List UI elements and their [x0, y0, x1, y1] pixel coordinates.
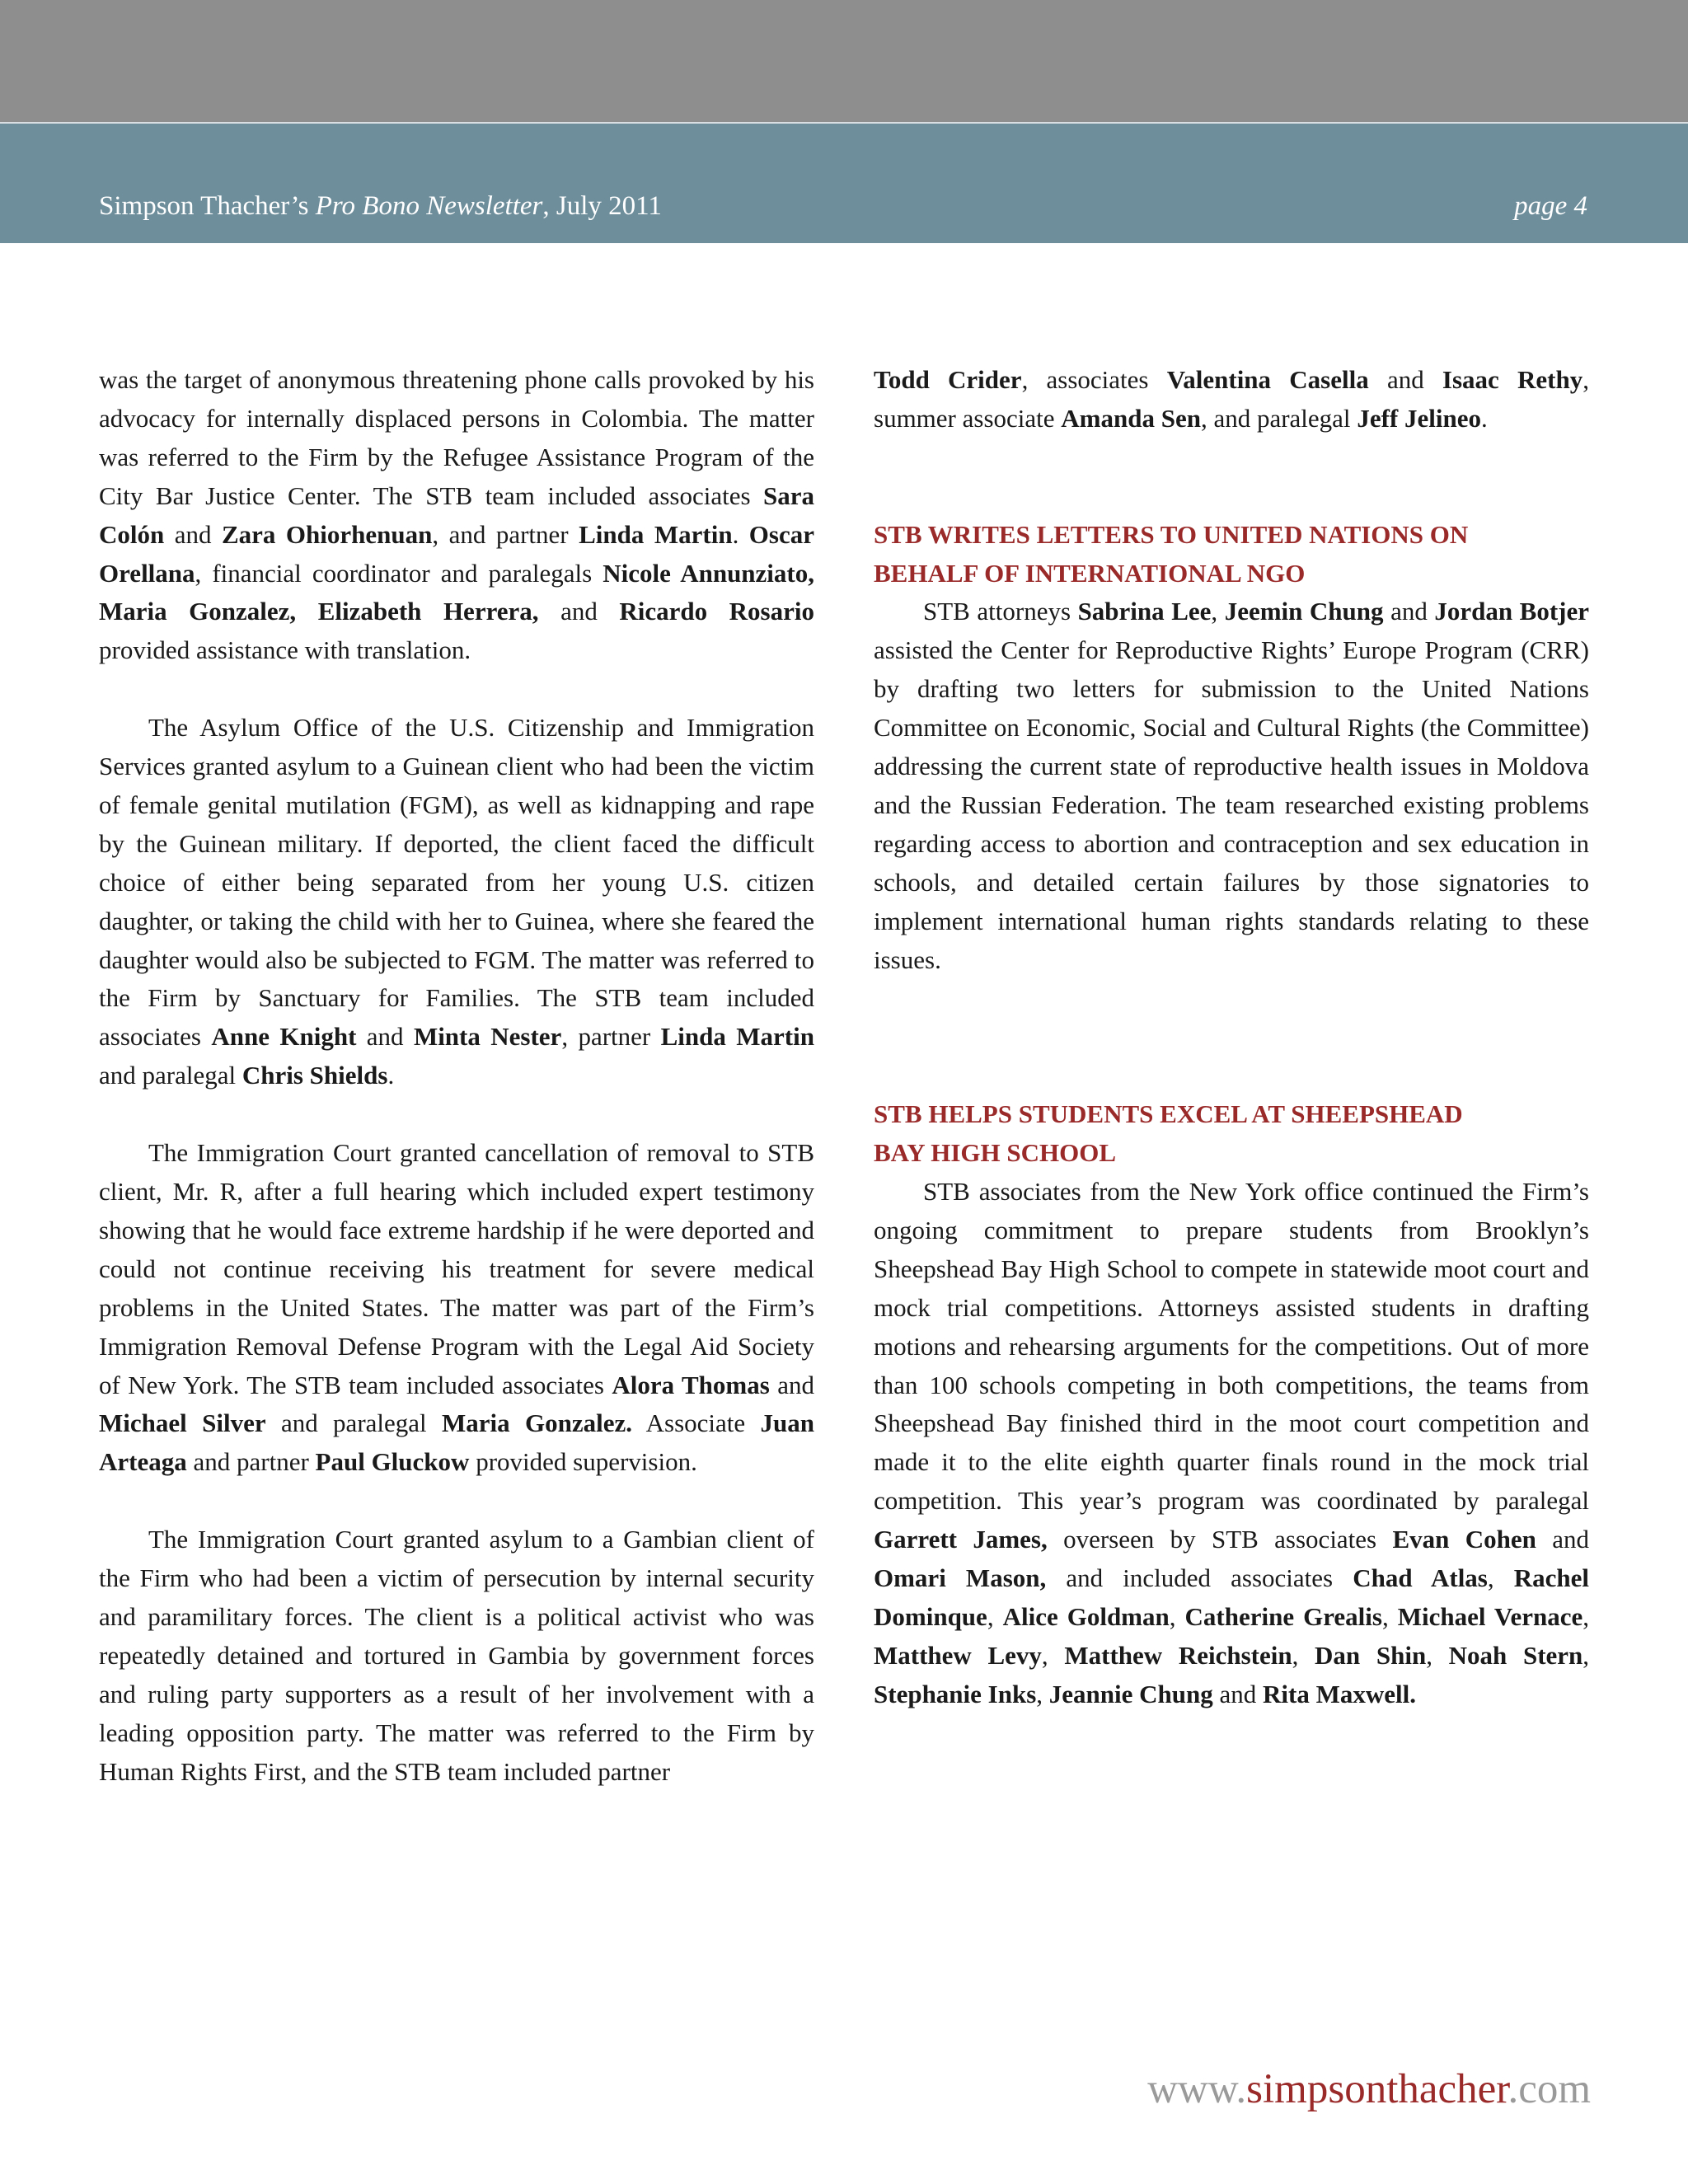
text-run: , partner	[561, 1022, 661, 1052]
name-run: Paul Gluckow	[315, 1447, 470, 1477]
text-run: ,	[1292, 1640, 1315, 1670]
text-run: , and paralegal	[1200, 403, 1357, 433]
text-run: was the target of anonymous threatening phone calls provoked by his advocacy for internally displaced persons in Colombia. The matter was referred to the Firm by the Refugee Assistance Program of the City Bar Justice Center. The STB team included associates	[99, 365, 814, 510]
name-run: Todd Crider	[874, 365, 1022, 394]
name-run: Jeemin Chung	[1224, 597, 1384, 626]
text-run: .	[732, 519, 749, 549]
text-run: , and partner	[432, 519, 579, 549]
section-spacer	[874, 438, 1589, 516]
name-run: Linda Martin	[660, 1022, 814, 1052]
paragraph-continuation	[874, 361, 1589, 438]
text-run: ,	[1487, 1563, 1514, 1593]
name-run: Matthew Reichstein	[1064, 1640, 1292, 1670]
text-run: STB associates from the New York office continued the Firm’s ongoing commitment to prepare students from Brooklyn’s Sheepshead Bay High School to compete in statewide moot court and mock trial competitions. Attorneys assisted students in drafting motions and rehearsing arguments for the competitions. Out of more than 100 schools competing in both competitions, the teams from Sheepshead Bay finished third in the moot court competition and made it to the elite eighth quarter finals round in the mock trial competition. This year’s program was coordinated by paralegal	[874, 1176, 1589, 1516]
text-run: .	[387, 1061, 395, 1090]
name-run: Anne Knight	[211, 1022, 357, 1052]
name-run: Stephanie Inks	[874, 1679, 1037, 1708]
name-run: Alora Thomas	[612, 1370, 770, 1399]
text-run: The Asylum Office of the U.S. Citizenship and Immigration Services granted asylum to a Guinean client who had been the victim of female genital mutilation (FGM), as well as kidnapping and rape by the Guinean military. If deported, the client faced the difficult choice of either being separated from her young U.S. citizen daughter, or taking the child with her to Guinea, where she feared the daughter would also be subjected to FGM. The matter was referred to the Firm by Sanctuary for Families. The STB team included associates	[99, 713, 814, 1052]
name-run: Nicole Annunziato, Maria Gonzalez, Elizabeth Herrera,	[99, 558, 814, 626]
name-run: Evan Cohen	[1392, 1525, 1536, 1554]
text-run: provided assistance with translation.	[99, 635, 471, 665]
text-run: and	[1383, 597, 1435, 626]
name-run: Catherine Grealis	[1184, 1601, 1382, 1631]
name-run: Maria Gonzalez.	[442, 1408, 632, 1438]
text-run: , financial coordinator and paralegals	[195, 558, 603, 588]
text-run: and paralegal	[265, 1408, 442, 1438]
text-run: assisted the Center for Reproductive Rights’ Europe Program (CRR) by drafting two letters for submission to the United Nations Committee on Economic, Social and Cultural Rights (the Committee) addressing the current state of reproductive health issues in Moldova and the Russian Federation. The team researched existing problems regarding access to abortion and contraception and sex education in schools, and detailed certain failures by those signatories to implement international human rights standards relating to these issues.	[874, 635, 1589, 974]
name-run: Michael Vernace	[1397, 1601, 1583, 1631]
name-run: Sara Colón	[99, 480, 814, 549]
name-run: Minta Nester	[413, 1022, 562, 1052]
name-run: Rachel Dominque	[874, 1563, 1590, 1631]
text-run: and	[1212, 1679, 1264, 1708]
name-run: Michael Silver	[99, 1408, 266, 1438]
text-run: ,	[1169, 1601, 1185, 1631]
name-run: Rita Maxwell.	[1263, 1679, 1416, 1708]
text-run: ,	[1582, 1640, 1590, 1670]
name-run: Isaac Rethy	[1442, 365, 1583, 394]
website-link[interactable]	[1147, 2064, 1591, 2114]
url-domain: simpsonthacher	[1246, 2066, 1508, 2112]
url-prefix: www.	[1147, 2066, 1247, 2112]
text-run: ,	[1582, 1601, 1589, 1631]
name-run: Zara Ohiorhenuan	[221, 519, 433, 549]
text-run: ,	[1211, 597, 1225, 626]
newsletter-header	[0, 124, 1688, 243]
text-run: and	[538, 597, 620, 626]
text-run: and	[1536, 1525, 1590, 1554]
text-run: STB attorneys	[923, 597, 1078, 626]
text-run: and partner	[186, 1447, 316, 1477]
text-run: .	[1480, 403, 1488, 433]
section-title-sheepshead-bay	[874, 1095, 1589, 1173]
name-run: Sabrina Lee	[1077, 597, 1212, 626]
text-run: Associate	[631, 1408, 761, 1438]
section-spacer	[874, 1057, 1589, 1095]
url-suffix: .com	[1507, 2066, 1591, 2112]
paragraph-gambian-client: The Immigration Court granted asylum to a Gambian client of the Firm who had been a victim of persecution by internal security and paramilitary forces. The client is a political activist who was repeatedly detained and tortured in Gambia by government forces and ruling party supporters as a result of her involvement with a leading opposition party. The matter was referred to the Firm by Human Rights First, and the STB team included partner	[99, 1525, 814, 1786]
text-run: and	[769, 1370, 814, 1399]
name-run: Alice Goldman	[1002, 1601, 1170, 1631]
text-run: and	[164, 519, 222, 549]
text-run: and	[356, 1022, 414, 1052]
name-run: Garrett James,	[874, 1525, 1048, 1554]
text-run: ,	[1381, 1601, 1398, 1631]
text-run: and paralegal	[99, 1061, 242, 1090]
section-title-united-nations	[874, 516, 1589, 593]
name-run: Noah Stern	[1448, 1640, 1583, 1670]
section-title-line: BEHALF OF INTERNATIONAL NGO	[874, 558, 1306, 588]
newsletter-title	[99, 190, 662, 223]
text-run: The Immigration Court granted cancellation of removal to STB client, Mr. R, after a full hearing which included expert testimony showing that he would face extreme hardship if he were deported and could not continue receiving his treatment for severe medical problems in the United States. The matter was part of the Firm’s Immigration Removal Defense Program with the Legal Aid Society of New York. The STB team included associates	[99, 1138, 814, 1399]
page-number: page 4	[1514, 191, 1587, 221]
text-run: overseen by STB associates	[1047, 1525, 1393, 1554]
firm-prefix: Simpson Thacher’s	[99, 191, 316, 221]
text-run: ,	[1036, 1679, 1049, 1708]
paragraph-colombia-client	[99, 361, 814, 670]
name-run: Valentina Casella	[1166, 365, 1369, 394]
name-run: Jordan Botjer	[1434, 597, 1589, 626]
section-title-line: STB WRITES LETTERS TO UNITED NATIONS ON	[874, 519, 1469, 549]
name-run: Matthew Levy	[874, 1640, 1042, 1670]
paragraph-mr-r-cancellation	[99, 1134, 814, 1482]
name-run: Jeff Jelineo	[1357, 403, 1481, 433]
name-run: Ricardo Rosario	[619, 597, 814, 626]
name-run: Omari Mason,	[874, 1563, 1047, 1593]
section-title-line: STB HELPS STUDENTS EXCEL AT SHEEPSHEAD	[874, 1099, 1463, 1129]
paragraph-sheepshead-bay	[874, 1173, 1589, 1714]
text-run: and included associates	[1046, 1563, 1353, 1593]
name-run: Linda Martin	[579, 519, 733, 549]
paragraph-guinean-client	[99, 709, 814, 1095]
name-run: Chad Atlas	[1353, 1563, 1488, 1593]
name-run: Amanda Sen	[1061, 403, 1201, 433]
text-run: ,	[1041, 1640, 1065, 1670]
text-run: ,	[987, 1601, 1003, 1631]
top-gray-band	[0, 0, 1688, 122]
name-run: Oscar Orellana	[99, 519, 814, 588]
section-spacer	[874, 979, 1589, 1057]
text-run: , summer associate	[874, 365, 1589, 433]
name-run: Jeannie Chung	[1048, 1679, 1213, 1708]
text-run: , associates	[1021, 365, 1167, 394]
name-run: Chris Shields	[241, 1061, 388, 1090]
section-title-line: BAY HIGH SCHOOL	[874, 1138, 1117, 1168]
paragraph-un-letters	[874, 593, 1589, 979]
name-run: Dan Shin	[1315, 1640, 1427, 1670]
text-run: provided supervision.	[469, 1447, 697, 1477]
text-run: and	[1368, 365, 1442, 394]
issue-date: , July 2011	[542, 191, 662, 221]
name-run: Juan Arteaga	[99, 1408, 814, 1477]
right-column	[874, 361, 1589, 1714]
newsletter-name: Pro Bono Newsletter	[315, 191, 543, 221]
left-column	[99, 361, 814, 1791]
text-run: ,	[1426, 1640, 1449, 1670]
